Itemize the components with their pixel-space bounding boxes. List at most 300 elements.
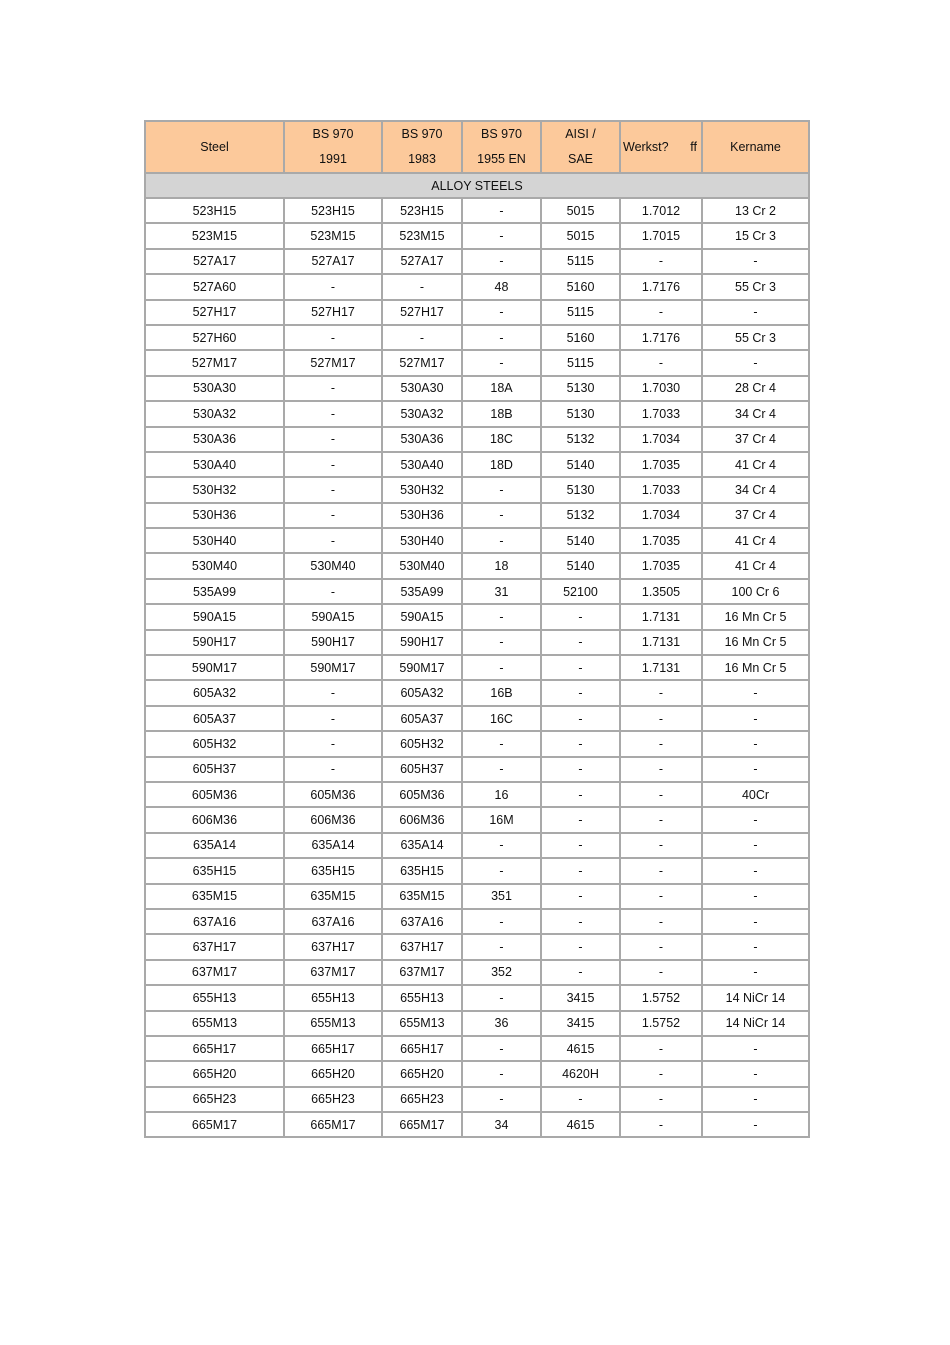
cell-kername: 34 Cr 4 <box>702 401 809 426</box>
cell-bs970-1955-en: - <box>462 985 541 1010</box>
cell-bs970-1991: 665M17 <box>284 1112 382 1137</box>
cell-werkstoff: - <box>620 782 702 807</box>
cell-bs970-1983: 530A30 <box>382 376 462 401</box>
header-bs970-1955-en: BS 970 1955 EN <box>462 121 541 173</box>
cell-bs970-1955-en: 36 <box>462 1011 541 1036</box>
cell-bs970-1983: 530H32 <box>382 477 462 502</box>
cell-kername: 37 Cr 4 <box>702 503 809 528</box>
cell-kername: 37 Cr 4 <box>702 427 809 452</box>
cell-aisi-sae: - <box>541 604 620 629</box>
cell-aisi-sae: 5160 <box>541 274 620 299</box>
section-title: ALLOY STEELS <box>145 173 809 198</box>
cell-bs970-1991: 606M36 <box>284 807 382 832</box>
cell-aisi-sae: - <box>541 960 620 985</box>
cell-kername: 15 Cr 3 <box>702 223 809 248</box>
cell-bs970-1955-en: 18D <box>462 452 541 477</box>
cell-werkstoff: 1.7131 <box>620 630 702 655</box>
table-row <box>145 477 809 502</box>
cell-bs970-1955-en: - <box>462 731 541 756</box>
cell-aisi-sae: 5130 <box>541 376 620 401</box>
cell-bs970-1955-en: - <box>462 934 541 959</box>
cell-bs970-1955-en: - <box>462 198 541 223</box>
cell-aisi-sae: 52100 <box>541 579 620 604</box>
cell-bs970-1983: 527M17 <box>382 350 462 375</box>
cell-bs970-1955-en: - <box>462 1087 541 1112</box>
table-row <box>145 300 809 325</box>
cell-werkstoff: 1.7030 <box>620 376 702 401</box>
cell-bs970-1991: 590H17 <box>284 630 382 655</box>
cell-bs970-1955-en: - <box>462 528 541 553</box>
cell-bs970-1955-en: - <box>462 757 541 782</box>
cell-bs970-1991: 665H17 <box>284 1036 382 1061</box>
cell-steel: 637M17 <box>145 960 284 985</box>
cell-werkstoff: - <box>620 858 702 883</box>
cell-werkstoff: - <box>620 706 702 731</box>
cell-bs970-1991: 523M15 <box>284 223 382 248</box>
cell-kername: 100 Cr 6 <box>702 579 809 604</box>
cell-steel: 527A17 <box>145 249 284 274</box>
cell-bs970-1955-en: - <box>462 325 541 350</box>
table-row <box>145 909 809 934</box>
cell-werkstoff: - <box>620 934 702 959</box>
table-row <box>145 579 809 604</box>
cell-aisi-sae: 5115 <box>541 350 620 375</box>
cell-werkstoff: 1.7015 <box>620 223 702 248</box>
cell-kername: - <box>702 960 809 985</box>
cell-kername: - <box>702 680 809 705</box>
cell-bs970-1991: 527M17 <box>284 350 382 375</box>
table-row <box>145 1061 809 1086</box>
cell-bs970-1991: 637A16 <box>284 909 382 934</box>
table-row <box>145 1011 809 1036</box>
cell-kername: - <box>702 300 809 325</box>
table-row <box>145 503 809 528</box>
cell-bs970-1983: 637A16 <box>382 909 462 934</box>
cell-steel: 530A36 <box>145 427 284 452</box>
table-row <box>145 833 809 858</box>
cell-aisi-sae: - <box>541 706 620 731</box>
cell-bs970-1991: - <box>284 401 382 426</box>
cell-bs970-1983: - <box>382 274 462 299</box>
cell-werkstoff: - <box>620 731 702 756</box>
cell-steel: 535A99 <box>145 579 284 604</box>
cell-bs970-1991: 635M15 <box>284 884 382 909</box>
table-row <box>145 350 809 375</box>
cell-kername: - <box>702 1036 809 1061</box>
cell-kername: 55 Cr 3 <box>702 325 809 350</box>
cell-bs970-1983: 530H36 <box>382 503 462 528</box>
cell-kername: - <box>702 884 809 909</box>
cell-kername: 41 Cr 4 <box>702 553 809 578</box>
table-row <box>145 934 809 959</box>
cell-bs970-1991: 523H15 <box>284 198 382 223</box>
cell-kername: 34 Cr 4 <box>702 477 809 502</box>
cell-bs970-1955-en: - <box>462 833 541 858</box>
table-row <box>145 1036 809 1061</box>
cell-aisi-sae: - <box>541 731 620 756</box>
table-row <box>145 452 809 477</box>
cell-bs970-1955-en: 31 <box>462 579 541 604</box>
cell-werkstoff: 1.7131 <box>620 604 702 629</box>
cell-bs970-1991: - <box>284 706 382 731</box>
cell-werkstoff: - <box>620 909 702 934</box>
cell-bs970-1955-en: - <box>462 1036 541 1061</box>
table-row <box>145 960 809 985</box>
cell-bs970-1991: 530M40 <box>284 553 382 578</box>
cell-aisi-sae: 5115 <box>541 249 620 274</box>
cell-steel: 523M15 <box>145 223 284 248</box>
cell-bs970-1991: - <box>284 477 382 502</box>
cell-aisi-sae: 3415 <box>541 1011 620 1036</box>
cell-bs970-1955-en: - <box>462 503 541 528</box>
cell-bs970-1983: 527H17 <box>382 300 462 325</box>
cell-kername: - <box>702 1087 809 1112</box>
cell-aisi-sae: 5140 <box>541 553 620 578</box>
cell-bs970-1991: 590M17 <box>284 655 382 680</box>
cell-bs970-1991: - <box>284 503 382 528</box>
cell-aisi-sae: 5140 <box>541 528 620 553</box>
cell-werkstoff: 1.7033 <box>620 401 702 426</box>
cell-bs970-1991: - <box>284 274 382 299</box>
cell-bs970-1991: 635H15 <box>284 858 382 883</box>
cell-bs970-1983: 605M36 <box>382 782 462 807</box>
cell-steel: 665H20 <box>145 1061 284 1086</box>
cell-bs970-1983: 655H13 <box>382 985 462 1010</box>
cell-werkstoff: 1.5752 <box>620 985 702 1010</box>
table-row <box>145 782 809 807</box>
cell-bs970-1991: 655H13 <box>284 985 382 1010</box>
cell-kername: - <box>702 833 809 858</box>
cell-kername: - <box>702 731 809 756</box>
cell-steel: 590A15 <box>145 604 284 629</box>
cell-aisi-sae: - <box>541 833 620 858</box>
cell-bs970-1955-en: - <box>462 858 541 883</box>
cell-aisi-sae: - <box>541 782 620 807</box>
cell-kername: - <box>702 807 809 832</box>
cell-steel: 527M17 <box>145 350 284 375</box>
cell-werkstoff: - <box>620 960 702 985</box>
cell-bs970-1983: 523H15 <box>382 198 462 223</box>
cell-aisi-sae: - <box>541 630 620 655</box>
cell-kername: 16 Mn Cr 5 <box>702 630 809 655</box>
cell-steel: 635H15 <box>145 858 284 883</box>
cell-bs970-1955-en: - <box>462 300 541 325</box>
cell-kername: 14 NiCr 14 <box>702 1011 809 1036</box>
cell-steel: 655M13 <box>145 1011 284 1036</box>
cell-kername: 40Cr <box>702 782 809 807</box>
cell-bs970-1983: 606M36 <box>382 807 462 832</box>
cell-bs970-1955-en: 16C <box>462 706 541 731</box>
cell-aisi-sae: - <box>541 934 620 959</box>
cell-kername: - <box>702 934 809 959</box>
cell-bs970-1955-en: 48 <box>462 274 541 299</box>
cell-bs970-1983: 530M40 <box>382 553 462 578</box>
cell-kername: 16 Mn Cr 5 <box>702 604 809 629</box>
cell-aisi-sae: 5132 <box>541 503 620 528</box>
cell-werkstoff: 1.7034 <box>620 503 702 528</box>
cell-bs970-1991: 527A17 <box>284 249 382 274</box>
cell-bs970-1983: 637H17 <box>382 934 462 959</box>
cell-werkstoff: 1.7033 <box>620 477 702 502</box>
cell-bs970-1983: 535A99 <box>382 579 462 604</box>
cell-bs970-1991: 605M36 <box>284 782 382 807</box>
cell-bs970-1955-en: - <box>462 1061 541 1086</box>
table-row <box>145 731 809 756</box>
header-bs970-1991: BS 970 1991 <box>284 121 382 173</box>
cell-bs970-1983: 590H17 <box>382 630 462 655</box>
cell-bs970-1991: 635A14 <box>284 833 382 858</box>
table-row <box>145 858 809 883</box>
section-row <box>145 173 809 198</box>
cell-steel: 655H13 <box>145 985 284 1010</box>
cell-werkstoff: - <box>620 249 702 274</box>
cell-steel: 530A30 <box>145 376 284 401</box>
cell-werkstoff: 1.7012 <box>620 198 702 223</box>
cell-aisi-sae: 4615 <box>541 1112 620 1137</box>
cell-aisi-sae: 5130 <box>541 401 620 426</box>
table-row <box>145 630 809 655</box>
cell-bs970-1983: 530H40 <box>382 528 462 553</box>
table-row <box>145 223 809 248</box>
cell-bs970-1955-en: 16M <box>462 807 541 832</box>
cell-bs970-1983: - <box>382 325 462 350</box>
cell-steel: 665H23 <box>145 1087 284 1112</box>
cell-bs970-1983: 665H17 <box>382 1036 462 1061</box>
cell-aisi-sae: - <box>541 757 620 782</box>
cell-bs970-1991: - <box>284 528 382 553</box>
cell-bs970-1991: 527H17 <box>284 300 382 325</box>
cell-werkstoff: - <box>620 807 702 832</box>
table-row <box>145 1112 809 1137</box>
cell-kername: 28 Cr 4 <box>702 376 809 401</box>
cell-kername: - <box>702 909 809 934</box>
cell-kername: - <box>702 1061 809 1086</box>
cell-steel: 637A16 <box>145 909 284 934</box>
table-row <box>145 274 809 299</box>
cell-bs970-1991: 637M17 <box>284 960 382 985</box>
cell-bs970-1983: 637M17 <box>382 960 462 985</box>
cell-werkstoff: - <box>620 1061 702 1086</box>
cell-bs970-1955-en: 351 <box>462 884 541 909</box>
cell-aisi-sae: - <box>541 884 620 909</box>
header-steel: Steel <box>145 121 284 173</box>
cell-steel: 530H32 <box>145 477 284 502</box>
cell-werkstoff: 1.7176 <box>620 274 702 299</box>
cell-steel: 605H32 <box>145 731 284 756</box>
cell-werkstoff: - <box>620 350 702 375</box>
cell-kername: 14 NiCr 14 <box>702 985 809 1010</box>
cell-kername: 41 Cr 4 <box>702 528 809 553</box>
cell-werkstoff: 1.7035 <box>620 553 702 578</box>
cell-bs970-1983: 635M15 <box>382 884 462 909</box>
cell-bs970-1955-en: - <box>462 477 541 502</box>
cell-werkstoff: - <box>620 1036 702 1061</box>
cell-bs970-1991: - <box>284 731 382 756</box>
table-row <box>145 807 809 832</box>
cell-steel: 527H17 <box>145 300 284 325</box>
cell-werkstoff: - <box>620 300 702 325</box>
cell-kername: 16 Mn Cr 5 <box>702 655 809 680</box>
cell-bs970-1955-en: 16B <box>462 680 541 705</box>
cell-bs970-1991: 590A15 <box>284 604 382 629</box>
cell-bs970-1955-en: 352 <box>462 960 541 985</box>
table-row <box>145 528 809 553</box>
cell-kername: - <box>702 350 809 375</box>
cell-bs970-1991: - <box>284 427 382 452</box>
cell-bs970-1955-en: 18 <box>462 553 541 578</box>
cell-steel: 530H40 <box>145 528 284 553</box>
cell-steel: 605A32 <box>145 680 284 705</box>
cell-aisi-sae: - <box>541 858 620 883</box>
cell-bs970-1991: - <box>284 452 382 477</box>
cell-aisi-sae: 5015 <box>541 198 620 223</box>
table-row <box>145 680 809 705</box>
cell-aisi-sae: 4615 <box>541 1036 620 1061</box>
cell-steel: 637H17 <box>145 934 284 959</box>
cell-bs970-1983: 635H15 <box>382 858 462 883</box>
cell-aisi-sae: 5115 <box>541 300 620 325</box>
cell-aisi-sae: - <box>541 807 620 832</box>
table-row <box>145 757 809 782</box>
header-kername: Kername <box>702 121 809 173</box>
cell-werkstoff: - <box>620 680 702 705</box>
table-row <box>145 604 809 629</box>
cell-steel: 605M36 <box>145 782 284 807</box>
cell-steel: 590H17 <box>145 630 284 655</box>
cell-steel: 606M36 <box>145 807 284 832</box>
cell-aisi-sae: 5132 <box>541 427 620 452</box>
table-row <box>145 427 809 452</box>
cell-bs970-1991: - <box>284 325 382 350</box>
cell-werkstoff: 1.7035 <box>620 528 702 553</box>
cell-kername: - <box>702 1112 809 1137</box>
table-row <box>145 884 809 909</box>
cell-aisi-sae: 5130 <box>541 477 620 502</box>
cell-kername: - <box>702 249 809 274</box>
cell-bs970-1955-en: - <box>462 223 541 248</box>
cell-aisi-sae: 4620H <box>541 1061 620 1086</box>
cell-bs970-1983: 605A37 <box>382 706 462 731</box>
cell-bs970-1983: 665H20 <box>382 1061 462 1086</box>
cell-steel: 527H60 <box>145 325 284 350</box>
cell-werkstoff: - <box>620 833 702 858</box>
cell-kername: 41 Cr 4 <box>702 452 809 477</box>
cell-bs970-1955-en: - <box>462 350 541 375</box>
header-werkstoff: Werkst? ff <box>620 121 702 173</box>
cell-aisi-sae: 5015 <box>541 223 620 248</box>
header-aisi-sae: AISI / SAE <box>541 121 620 173</box>
cell-aisi-sae: 5160 <box>541 325 620 350</box>
cell-aisi-sae: - <box>541 909 620 934</box>
cell-werkstoff: 1.5752 <box>620 1011 702 1036</box>
cell-bs970-1983: 655M13 <box>382 1011 462 1036</box>
table-row <box>145 655 809 680</box>
cell-bs970-1983: 605H37 <box>382 757 462 782</box>
cell-bs970-1983: 590A15 <box>382 604 462 629</box>
cell-bs970-1983: 530A36 <box>382 427 462 452</box>
cell-bs970-1955-en: - <box>462 630 541 655</box>
cell-bs970-1983: 530A40 <box>382 452 462 477</box>
cell-werkstoff: 1.7131 <box>620 655 702 680</box>
cell-bs970-1991: 665H20 <box>284 1061 382 1086</box>
cell-kername: - <box>702 858 809 883</box>
cell-bs970-1983: 635A14 <box>382 833 462 858</box>
cell-bs970-1991: 655M13 <box>284 1011 382 1036</box>
cell-bs970-1983: 665H23 <box>382 1087 462 1112</box>
cell-bs970-1983: 527A17 <box>382 249 462 274</box>
header-bs970-1983: BS 970 1983 <box>382 121 462 173</box>
cell-steel: 635A14 <box>145 833 284 858</box>
cell-bs970-1983: 665M17 <box>382 1112 462 1137</box>
cell-werkstoff: 1.7176 <box>620 325 702 350</box>
cell-steel: 530A40 <box>145 452 284 477</box>
cell-steel: 590M17 <box>145 655 284 680</box>
table-row <box>145 985 809 1010</box>
cell-werkstoff: 1.3505 <box>620 579 702 604</box>
cell-werkstoff: - <box>620 1112 702 1137</box>
cell-aisi-sae: 3415 <box>541 985 620 1010</box>
table-row <box>145 198 809 223</box>
cell-werkstoff: - <box>620 884 702 909</box>
cell-bs970-1991: 665H23 <box>284 1087 382 1112</box>
cell-bs970-1983: 605H32 <box>382 731 462 756</box>
cell-bs970-1991: - <box>284 579 382 604</box>
table-row <box>145 376 809 401</box>
cell-werkstoff: 1.7035 <box>620 452 702 477</box>
cell-steel: 665M17 <box>145 1112 284 1137</box>
cell-bs970-1955-en: 18C <box>462 427 541 452</box>
cell-bs970-1983: 523M15 <box>382 223 462 248</box>
cell-bs970-1991: 637H17 <box>284 934 382 959</box>
cell-bs970-1955-en: - <box>462 655 541 680</box>
cell-werkstoff: - <box>620 757 702 782</box>
cell-bs970-1991: - <box>284 680 382 705</box>
cell-bs970-1983: 605A32 <box>382 680 462 705</box>
cell-kername: 55 Cr 3 <box>702 274 809 299</box>
table-row <box>145 706 809 731</box>
header-row <box>145 121 809 173</box>
cell-steel: 530H36 <box>145 503 284 528</box>
cell-kername: - <box>702 706 809 731</box>
cell-kername: 13 Cr 2 <box>702 198 809 223</box>
cell-steel: 635M15 <box>145 884 284 909</box>
cell-bs970-1991: - <box>284 757 382 782</box>
cell-bs970-1955-en: 18B <box>462 401 541 426</box>
cell-steel: 530A32 <box>145 401 284 426</box>
cell-steel: 530M40 <box>145 553 284 578</box>
cell-bs970-1991: - <box>284 376 382 401</box>
table-row <box>145 249 809 274</box>
cell-steel: 605H37 <box>145 757 284 782</box>
cell-bs970-1983: 590M17 <box>382 655 462 680</box>
cell-aisi-sae: - <box>541 655 620 680</box>
cell-bs970-1983: 530A32 <box>382 401 462 426</box>
cell-bs970-1955-en: - <box>462 249 541 274</box>
cell-bs970-1955-en: 16 <box>462 782 541 807</box>
cell-bs970-1955-en: - <box>462 604 541 629</box>
cell-werkstoff: 1.7034 <box>620 427 702 452</box>
cell-bs970-1955-en: 18A <box>462 376 541 401</box>
cell-aisi-sae: - <box>541 1087 620 1112</box>
cell-bs970-1955-en: 34 <box>462 1112 541 1137</box>
cell-aisi-sae: - <box>541 680 620 705</box>
table-row <box>145 1087 809 1112</box>
cell-kername: - <box>702 757 809 782</box>
cell-steel: 527A60 <box>145 274 284 299</box>
cell-werkstoff: - <box>620 1087 702 1112</box>
table-row <box>145 553 809 578</box>
cell-steel: 665H17 <box>145 1036 284 1061</box>
